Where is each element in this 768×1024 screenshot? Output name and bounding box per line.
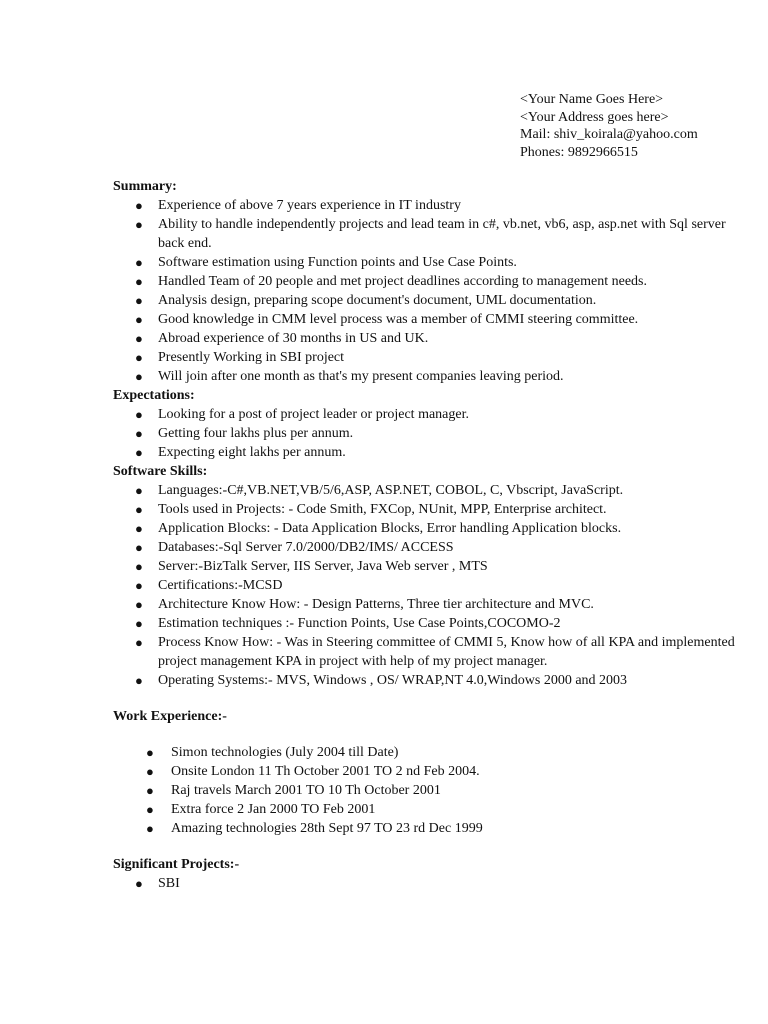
summary-item: ● Good knowledge in CMM level process was a member of CMMI steering committee. [135,312,639,327]
summary-item: ● Presently Working in SBI project [135,350,345,365]
summary-item: ● Handled Team of 20 people and met project deadlines according to management needs. [135,274,647,289]
summary-item: ● Software estimation using Function points and Use Case Points. [135,255,517,270]
work-item: ● Onsite London 11 Th October 2001 TO 2 nd Feb 2004. [146,764,480,779]
projects-heading: Significant Projects:- [113,857,240,872]
bullet-icon: ● [135,521,143,536]
expectations-list [113,405,743,462]
bullet-icon: ● [135,312,143,327]
skills-list [113,481,743,690]
work-item: ● Raj travels March 2001 TO 10 Th October 2001 [146,783,441,798]
skills-item: ● Estimation techniques :- Function Points, Use Case Points,COCOMO-2 [135,616,561,631]
bullet-icon: ● [146,802,154,817]
expectations-item: ● Expecting eight lakhs per annum. [135,445,346,460]
bullet-icon: ● [135,502,143,517]
bullet-icon: ● [135,876,143,891]
skills-item: ● Architecture Know How: - Design Patterns, Three tier architecture and MVC. [135,597,594,612]
bullet-icon: ● [135,255,143,270]
contact-name: <Your Name Goes Here> [520,92,664,107]
bullet-icon: ● [135,217,143,232]
projects-list [113,874,743,893]
bullet-icon: ● [135,198,143,213]
summary-heading: Summary: [113,179,177,194]
bullet-icon: ● [135,445,143,460]
summary-item: ● Experience of above 7 years experience in IT industry [135,198,461,213]
skills-item: ● Application Blocks: - Data Application Blocks, Error handling Application blocks. [135,521,622,536]
skills-item: ● Tools used in Projects: - Code Smith, FXCop, NUnit, MPP, Enterprise architect. [135,502,607,517]
work-item: ● Extra force 2 Jan 2000 TO Feb 2001 [146,802,376,817]
bullet-icon: ● [135,540,143,555]
skills-item: ● Process Know How: - Was in Steering committee of CMMI 5, Know how of all KPA and implemented project management KPA in project with help of my project manager. [135,635,735,669]
bullet-icon: ● [135,331,143,346]
bullet-icon: ● [135,483,143,498]
bullet-icon: ● [146,745,154,760]
contact-mail: Mail: shiv_koirala@yahoo.com [520,127,698,142]
bullet-icon: ● [146,821,154,836]
bullet-icon: ● [135,673,143,688]
bullet-icon: ● [135,426,143,441]
bullet-icon: ● [135,369,143,384]
contact-block [520,91,698,161]
bullet-icon: ● [146,764,154,779]
contact-address: <Your Address goes here> [520,109,669,125]
bullet-icon: ● [135,616,143,631]
bullet-icon: ● [135,293,143,308]
contact-phones: Phones: 9892966515 [520,144,638,160]
bullet-icon: ● [135,350,143,365]
projects-item: ● SBI [135,876,180,891]
bullet-icon: ● [135,635,143,650]
skills-item: ● Languages:-C#,VB.NET,VB/5/6,ASP, ASP.NET, COBOL, C, Vbscript, JavaScript. [135,483,624,498]
work-heading: Work Experience:- [113,709,227,724]
bullet-icon: ● [135,597,143,612]
expectations-item: ● Looking for a post of project leader or project manager. [135,407,469,422]
summary-item: ● Analysis design, preparing scope document's document, UML documentation. [135,293,597,308]
bullet-icon: ● [135,407,143,422]
work-list [113,743,743,838]
expectations-item: ● Getting four lakhs plus per annum. [135,426,354,441]
bullet-icon: ● [146,783,154,798]
summary-item: ● Abroad experience of 30 months in US and UK. [135,331,429,346]
skills-item: ● Certifications:-MCSD [135,578,283,593]
skills-item: ● Databases:-Sql Server 7.0/2000/DB2/IMS/ ACCESS [135,540,454,555]
bullet-icon: ● [135,578,143,593]
skills-item: ● Server:-BizTalk Server, IIS Server, Java Web server , MTS [135,559,488,574]
resume-body [113,177,743,893]
summary-list [113,196,743,386]
skills-item: ● Operating Systems:- MVS, Windows , OS/ WRAP,NT 4.0,Windows 2000 and 2003 [135,673,628,688]
summary-item: ● Will join after one month as that's my present companies leaving period. [135,369,564,384]
work-item: ● Simon technologies (July 2004 till Date) [146,745,399,760]
expectations-heading: Expectations: [113,388,195,403]
bullet-icon: ● [135,559,143,574]
work-item: ● Amazing technologies 28th Sept 97 TO 23 rd Dec 1999 [146,821,483,836]
skills-heading: Software Skills: [113,464,208,479]
bullet-icon: ● [135,274,143,289]
summary-item: ● Ability to handle independently projects and lead team in c#, vb.net, vb6, asp, asp.net with Sql server back end. [135,217,726,251]
